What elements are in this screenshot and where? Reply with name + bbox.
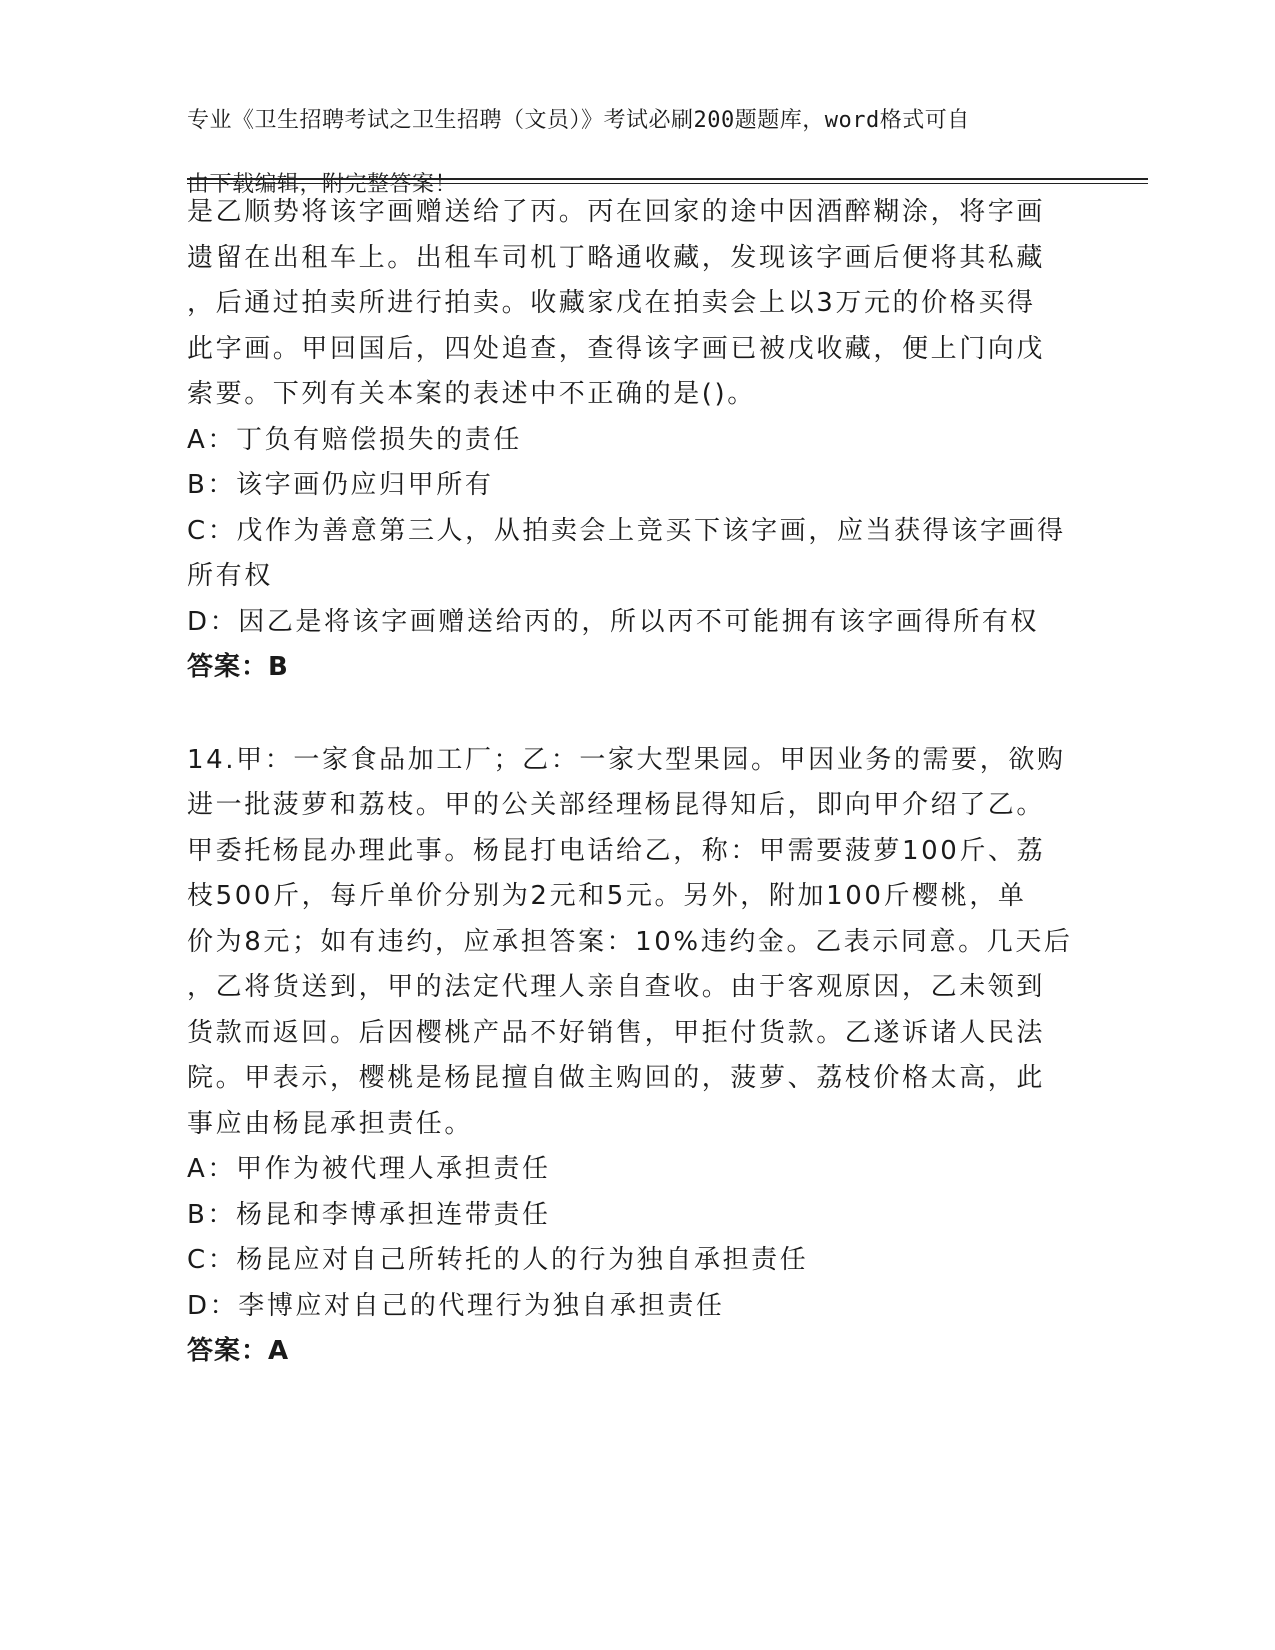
question-14 (187, 738, 1087, 1375)
question-text-line: 是乙顺势将该字画赠送给了丙。丙在回家的途中因酒醉糊涂，将字画 (187, 197, 1046, 227)
question-text-line: 枝500斤，每斤单价分别为2元和5元。另外，附加100斤樱桃，单 (187, 881, 1027, 911)
option-a: A：丁负有赔偿损失的责任 (187, 424, 522, 455)
question-text-line: 索要。下列有关本案的表述中不正确的是()。 (187, 379, 756, 409)
option-b: B：杨昆和李博承担连带责任 (187, 1199, 551, 1230)
question-text-line: 事应由杨昆承担责任。 (187, 1108, 474, 1139)
option-b: B：该字画仍应归甲所有 (187, 470, 494, 500)
option-c: C：戊作为善意第三人，从拍卖会上竞买下该字画，应当获得该字画得 (187, 515, 1066, 546)
question-text-line: 进一批菠萝和荔枝。甲的公关部经理杨昆得知后，即向甲介绍了乙。 (187, 790, 1046, 820)
question-text-line: 货款而返回。后因樱桃产品不好销售，甲拒付货款。乙遂诉诸人民法 (187, 1017, 1046, 1048)
document-body (187, 190, 1087, 1375)
question-text-line: 价为8元；如有违约，应承担答案：10%违约金。乙表示同意。几天后 (187, 926, 1073, 957)
question-text-line: 院。甲表示，樱桃是杨昆擅自做主购回的，菠萝、荔枝价格太高，此 (187, 1063, 1046, 1093)
question-text-line: 遗留在出租车上。出租车司机丁略通收藏，发现该字画后便将其私藏 (187, 242, 1046, 273)
question-text-line: 甲委托杨昆办理此事。杨昆打电话给乙，称：甲需要菠萝100斤、荔 (187, 835, 1046, 866)
header-line-2: 由下载编辑，附完整答案！ (187, 172, 458, 197)
header-line-1: 专业《卫生招聘考试之卫生招聘（文员）》考试必刷200题题库，word格式可自 (187, 108, 970, 133)
question-text-line: ，乙将货送到，甲的法定代理人亲自查收。由于客观原因，乙未领到 (187, 972, 1046, 1002)
question-text-line: ，后通过拍卖所进行拍卖。收藏家戊在拍卖会上以3万元的价格买得 (187, 288, 1036, 318)
answer-label: 答案：A (187, 1336, 290, 1366)
question-spacer (187, 691, 1087, 738)
answer-label: 答案：B (187, 652, 289, 682)
option-d: D：因乙是将该字画赠送给丙的，所以丙不可能拥有该字画得所有权 (187, 606, 1040, 637)
question-text-line: 14.甲：一家食品加工厂；乙：一家大型果园。甲因业务的需要，欲购 (187, 744, 1066, 775)
option-c-continued: 所有权 (187, 561, 273, 591)
question-13 (187, 190, 1087, 691)
option-d: D：李博应对自己的代理行为独自承担责任 (187, 1290, 725, 1321)
question-text-line: 此字画。甲回国后，四处追查，查得该字画已被戊收藏，便上门向戊 (187, 333, 1046, 364)
option-c: C：杨昆应对自己所转托的人的行为独自承担责任 (187, 1245, 809, 1275)
option-a: A：甲作为被代理人承担责任 (187, 1154, 551, 1184)
header-divider (187, 178, 1148, 184)
